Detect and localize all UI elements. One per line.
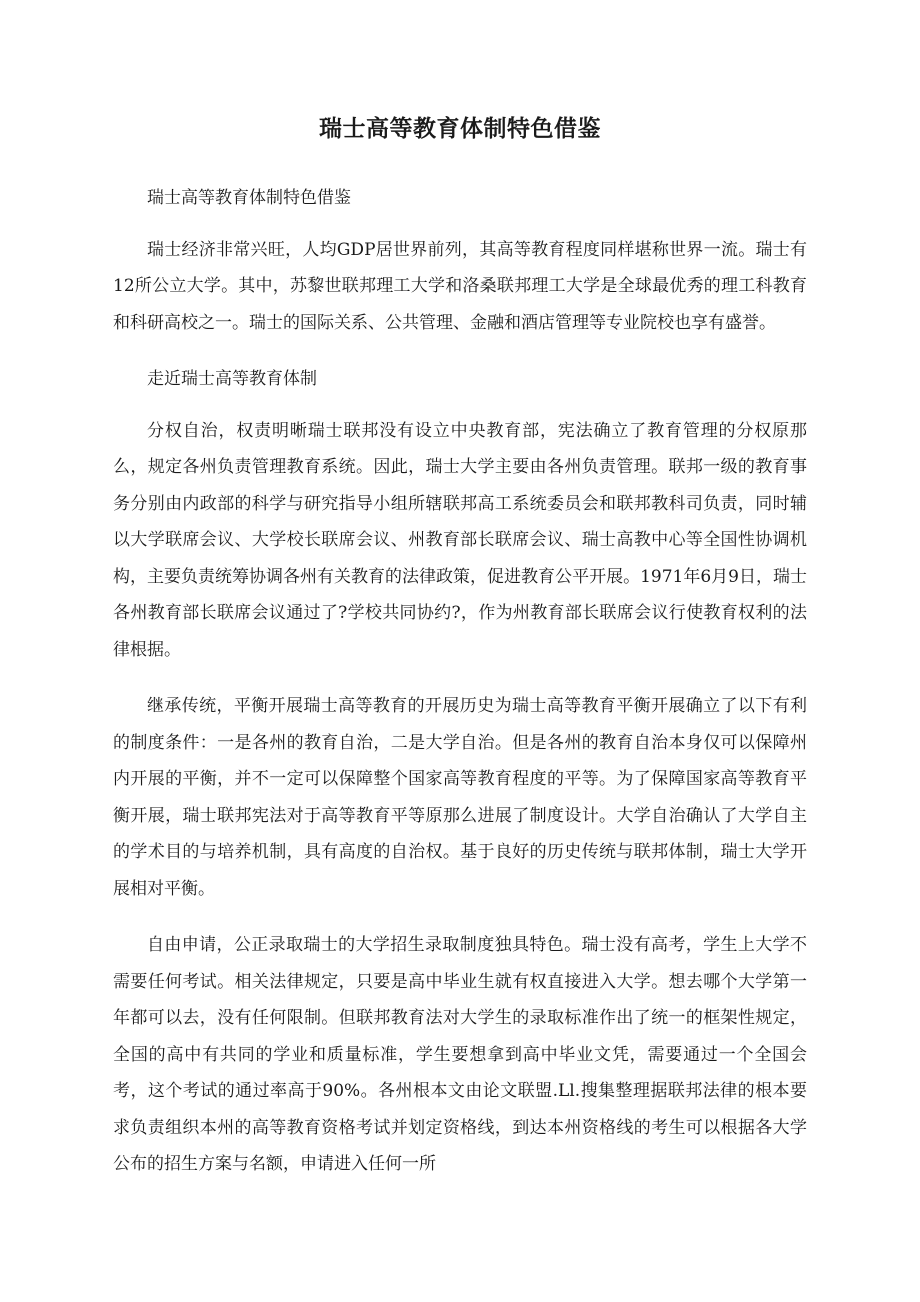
document-body — [113, 180, 807, 1203]
decentralization-paragraph: 分权自治，权责明晰瑞士联邦没有设立中央教育部，宪法确立了教育管理的分权原那么，规定各州负责管理教育系统。因此，瑞士大学主要由各州负责管理。联邦一级的教育事务分别由内政部的科学与研究指导小组所辖联邦高工系统委员会和联邦教科司负责，同时辅以大学联席会议、大学校长联席会议、州教育部长联席会议、瑞士高教中心等全国性协调机构，主要负责统筹协调各州有关教育的法律政策，促进教育公平开展。1971年6月9日，瑞士各州教育部长联席会议通过了?学校共同协约?，作为州教育部长联席会议行使教育权利的法律根据。 — [113, 420, 807, 660]
tradition-paragraph: 继承传统，平衡开展瑞士高等教育的开展历史为瑞士高等教育平衡开展确立了以下有利的制度条件：一是各州的教育自治，二是大学自治。但是各州的教育自治本身仅可以保障州内开展的平衡，并不一定可以保障整个国家高等教育程度的平等。为了保障国家高等教育平衡开展，瑞士联邦宪法对于高等教育平等原那么进展了制度设计。大学自治确认了大学自主的学术目的与培养机制，具有高度的自治权。基于良好的历史传统与联邦体制，瑞士大学开展相对平衡。 — [113, 696, 807, 899]
admission-paragraph: 自由申请，公正录取瑞士的大学招生录取制度独具特色。瑞士没有高考，学生上大学不需要任何考试。相关法律规定，只要是高中毕业生就有权直接进入大学。想去哪个大学第一年都可以去，没有任何限制。但联邦教育法对大学生的录取标准作出了统一的框架性规定，全国的高中有共同的学业和质量标准，学生要想拿到高中毕业文凭，需要通过一个全国会考，这个考试的通过率高于90%。各州根本文由论文联盟.Ll.搜集整理据联邦法律的根本要求负责组织本州的高等教育资格考试并划定资格线，到达本州资格线的考生可以根据各大学公布的招生方案与名额，申请进入任何一所 — [113, 935, 807, 1174]
document-title: 瑞士高等教育体制特色借鉴 — [319, 115, 601, 142]
subtitle-paragraph: 瑞士高等教育体制特色借鉴 — [147, 188, 351, 208]
section-heading-paragraph: 走近瑞士高等教育体制 — [147, 369, 317, 389]
intro-paragraph: 瑞士经济非常兴旺，人均GDP居世界前列，其高等教育程度同样堪称世界一流。瑞士有12所公立大学。其中，苏黎世联邦理工大学和洛桑联邦理工大学是全球最优秀的理工科教育和科研高校之一。瑞士的国际关系、公共管理、金融和酒店管理等专业院校也享有盛誉。 — [113, 239, 807, 333]
